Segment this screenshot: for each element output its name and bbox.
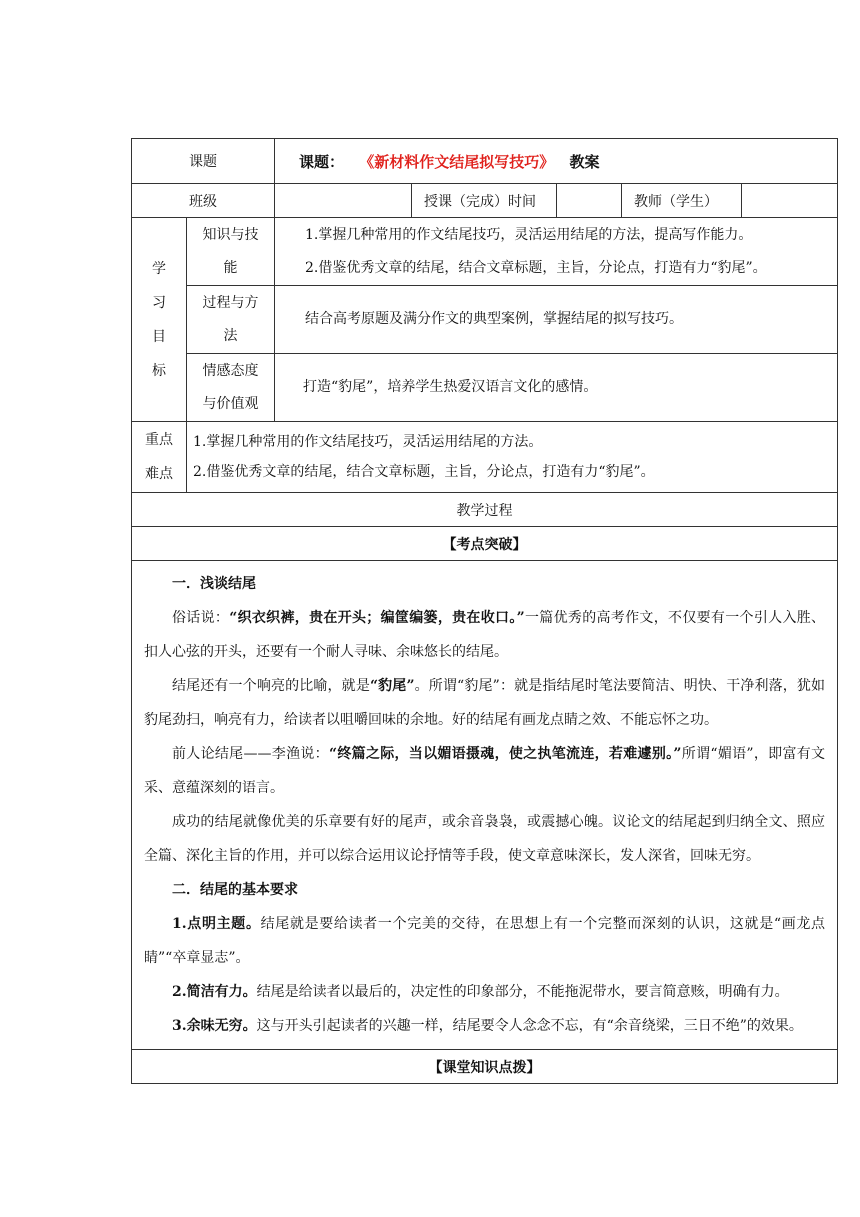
goal-content-values — [275, 354, 838, 422]
topic-title: 《新材料作文结尾拟写技巧》 — [359, 152, 555, 171]
topic-label: 课题 — [132, 139, 275, 184]
text-run: 俗话说： — [172, 610, 230, 626]
requirement-1 — [144, 907, 825, 975]
goal-label-line: 知识与技 — [202, 226, 259, 243]
key-points-row — [132, 422, 838, 493]
quote-bold: “终篇之际，当以媚语摄魂，使之执笔流连，若难遽别。” — [328, 746, 682, 762]
topic-value — [275, 139, 838, 184]
text-run: 。所谓“豹尾”：就是指结尾时笔法要简洁、明快、干净利落，犹如豹尾劲扫，响亮有力，给读者以咀嚼回味的余地。好的结尾有画龙点睛之效、不能忘怀之功。 — [144, 678, 826, 728]
goals-label — [132, 218, 187, 422]
goal-label-line: 过程与方 — [202, 294, 259, 311]
requirement-3 — [144, 1009, 825, 1043]
section2-row — [132, 1050, 838, 1084]
goal-item: 打造“豹尾”，培养学生热爱汉语言文化的感情。 — [303, 379, 598, 395]
goals-label-char: 目 — [152, 328, 166, 345]
time-label: 授课（完成）时间 — [412, 184, 557, 218]
section-heading-2: 二．结尾的基本要求 — [172, 882, 298, 898]
key-points-label — [132, 422, 187, 493]
goal-content-process — [275, 286, 838, 354]
time-value[interactable] — [557, 184, 622, 218]
goal-label-line: 能 — [223, 259, 238, 276]
key-points-label-line: 难点 — [145, 466, 173, 482]
requirement-title: 2.简洁有力。 — [172, 984, 257, 1000]
key-point-item: 2.借鉴优秀文章的结尾，结合文章标题，主旨，分论点，打造有力“豹尾”。 — [193, 464, 655, 480]
teacher-value[interactable] — [742, 184, 838, 218]
requirement-title: 1.点明主题。 — [172, 916, 261, 932]
class-value[interactable] — [275, 184, 412, 218]
process-heading-row — [132, 493, 838, 527]
text-run: 结尾还有一个响亮的比喻，就是 — [172, 678, 370, 694]
paragraph-1 — [144, 601, 825, 669]
goal-label-values — [187, 354, 275, 422]
goal-row-knowledge — [132, 218, 838, 286]
goal-row-process — [132, 286, 838, 354]
text-run: 前人论结尾——李渔说： — [172, 746, 329, 762]
class-label: 班级 — [132, 184, 275, 218]
key-points-content — [187, 422, 838, 493]
text-run: 一篇优秀的高考作文，不仅要有一个引人入胜、扣人心弦的开头，还要有一个耐人寻味、余味悠长的结尾。 — [144, 610, 826, 660]
goals-label-char: 标 — [152, 362, 166, 379]
section2-heading: 【课堂知识点拨】 — [132, 1050, 838, 1084]
text-run: 这与开头引起读者的兴趣一样，结尾要令人念念不忘，有“余音绕梁，三日不绝”的效果。 — [256, 1018, 803, 1034]
quote-bold: “织衣织裤，贵在开头；编筐编篓，贵在收口。” — [229, 610, 525, 626]
goal-item: 结合高考原题及满分作文的典型案例，掌握结尾的拟写技巧。 — [305, 311, 683, 327]
process-heading: 教学过程 — [132, 493, 838, 527]
section-heading-1: 一．浅谈结尾 — [172, 576, 256, 592]
goals-label-char: 学 — [152, 260, 166, 277]
paragraph-3 — [144, 737, 825, 805]
goal-item: 2.借鉴优秀文章的结尾，结合文章标题，主旨，分论点，打造有力“豹尾”。 — [305, 259, 767, 276]
text-run: 结尾是给读者以最后的，决定性的印象部分，不能拖泥带水，要言简意赅，明确有力。 — [256, 984, 789, 1000]
topic-row — [132, 139, 838, 184]
teacher-label: 教师（学生） — [622, 184, 742, 218]
goals-label-char: 习 — [152, 294, 166, 311]
key-point-item: 1.掌握几种常用的作文结尾技巧，灵活运用结尾的方法。 — [193, 434, 543, 450]
body-row — [132, 561, 838, 1050]
topic-prefix: 课题： — [299, 152, 345, 171]
section1-row — [132, 527, 838, 561]
goal-label-line: 与价值观 — [202, 395, 259, 412]
text-run: 所谓“媚语”，即富有文采、意蕴深刻的语言。 — [144, 746, 826, 796]
topic-suffix: 教案 — [569, 152, 600, 171]
goal-label-line: 法 — [223, 327, 238, 344]
paragraph-2 — [144, 669, 825, 737]
goal-label-knowledge — [187, 218, 275, 286]
text-run: 结尾就是要给读者一个完美的交待，在思想上有一个完整而深刻的认识，这就是“画龙点睛”“卒章显志”。 — [144, 916, 826, 966]
goal-label-process — [187, 286, 275, 354]
lesson-plan-table — [131, 138, 838, 1084]
key-points-label-line: 重点 — [145, 432, 173, 448]
requirement-title: 3.余味无穷。 — [172, 1018, 257, 1034]
requirement-2 — [144, 975, 825, 1009]
goal-row-values — [132, 354, 838, 422]
body-content — [132, 561, 838, 1050]
section1-heading: 【考点突破】 — [132, 527, 838, 561]
goal-label-line: 情感态度 — [202, 362, 259, 379]
goal-content-knowledge — [275, 218, 838, 286]
goal-item: 1.掌握几种常用的作文结尾技巧，灵活运用结尾的方法，提高写作能力。 — [305, 226, 753, 243]
class-row — [132, 184, 838, 218]
paragraph-4: 成功的结尾就像优美的乐章要有好的尾声，或余音袅袅，或震撼心魄。议论文的结尾起到归纳全文、照应全篇、深化主旨的作用，并可以综合运用议论抒情等手段，使文章意味深长，发人深省，回味无穷。 — [144, 814, 826, 864]
quote-bold: “豹尾” — [369, 678, 415, 694]
